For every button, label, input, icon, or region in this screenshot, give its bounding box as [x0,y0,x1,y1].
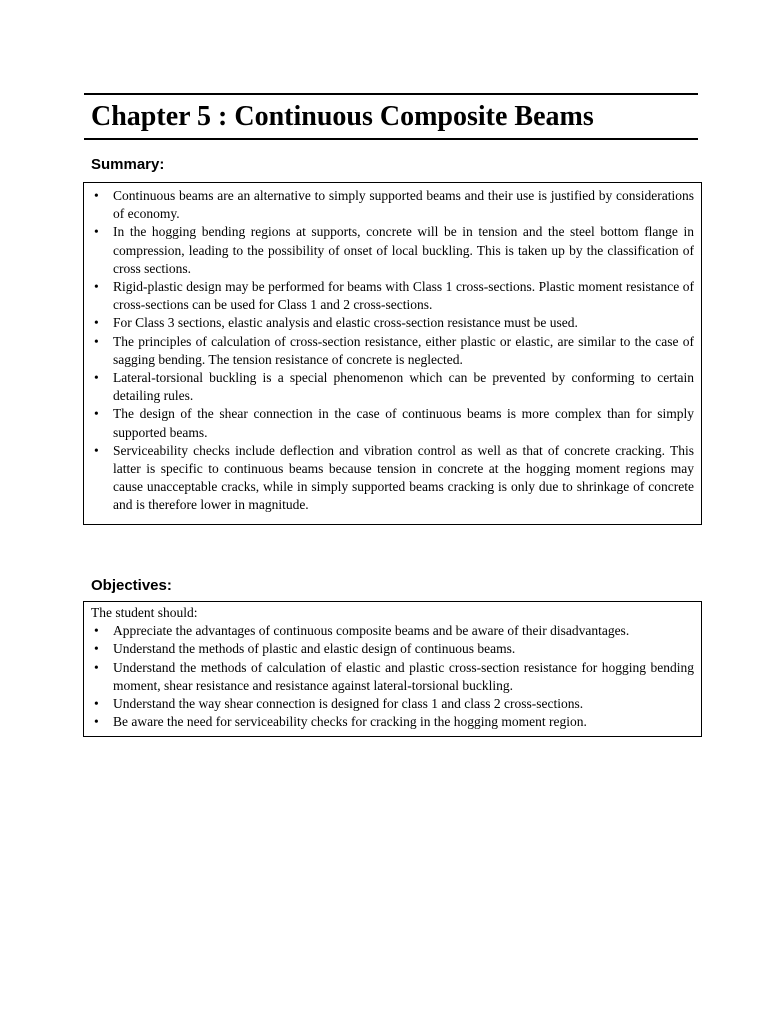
bullet-icon: • [94,333,99,349]
list-item [91,369,694,405]
list-item-text: Rigid-plastic design may be performed for beams with Class 1 cross-sections. Plastic moment resistance of cross-sections can be used for Class 1 and 2 cross-sections. [113,279,694,313]
list-item [91,622,694,640]
list-item [91,640,694,658]
objectives-heading: Objectives: [91,577,172,594]
bullet-icon: • [94,714,99,730]
list-item-text: Be aware the need for serviceability checks for cracking in the hogging moment region. [113,714,587,730]
list-item [91,442,694,515]
objectives-list [91,622,694,731]
bullet-icon: • [94,406,99,422]
bullet-icon: • [94,696,99,712]
list-item [91,713,694,731]
list-item [91,223,694,278]
list-item-text: Understand the methods of calculation of elastic and plastic cross-section resistance for hogging bending moment, shear resistance and resistance against lateral-torsional buckling. [113,659,694,693]
summary-heading: Summary: [91,156,165,173]
bullet-icon: • [94,641,99,657]
bullet-icon: • [94,224,99,240]
list-item-text: The design of the shear connection in the case of continuous beams is more complex than for simply supported beams. [113,406,694,440]
list-item [91,659,694,695]
summary-box [83,182,702,525]
list-item [91,695,694,713]
list-item-text: Lateral-torsional buckling is a special phenomenon which can be prevented by conforming to certain detailing rules. [113,370,694,404]
list-item [91,314,694,332]
bullet-icon: • [94,315,99,331]
list-item [91,187,694,223]
list-item [91,333,694,369]
bullet-icon: • [94,279,99,295]
title-rule-bottom [84,138,698,140]
list-item-text: The principles of calculation of cross-section resistance, either plastic or elastic, are similar to the case of sagging bending. The tension resistance of concrete is neglected. [113,333,694,367]
bullet-icon: • [94,442,99,458]
list-item-text: Understand the methods of plastic and elastic design of continuous beams. [113,641,516,657]
list-item [91,405,694,441]
objectives-box [83,601,702,737]
list-item-text: Understand the way shear connection is designed for class 1 and class 2 cross-sections. [113,696,584,712]
list-item-text: Serviceability checks include deflection and vibration control as well as that of concrete cracking. This latter is specific to continuous beams because tension in concrete at the hogging moment regions may cause unacceptable cracks, while in simply supported beams cracking is only due to shrinkage of concrete and is therefore lower in magnitude. [113,442,694,513]
bullet-icon: • [94,623,99,639]
list-item [91,278,694,314]
objectives-intro: The student should: [91,605,198,620]
title-rule-top [84,93,698,95]
bullet-icon: • [94,188,99,203]
list-item-text: Appreciate the advantages of continuous composite beams and be aware of their disadvantages. [113,623,630,639]
bullet-icon: • [94,370,99,386]
summary-list [91,187,694,515]
list-item-text: In the hogging bending regions at supports, concrete will be in tension and the steel bottom flange in compression, leading to the possibility of onset of local buckling. This is taken up by the classification of cross sections. [113,224,694,276]
bullet-icon: • [94,659,99,675]
chapter-title: Chapter 5 : Continuous Composite Beams [91,101,594,132]
list-item-text: For Class 3 sections, elastic analysis and elastic cross-section resistance must be used. [113,315,578,331]
list-item-text: Continuous beams are an alternative to simply supported beams and their use is justified by considerations of economy. [113,188,694,222]
